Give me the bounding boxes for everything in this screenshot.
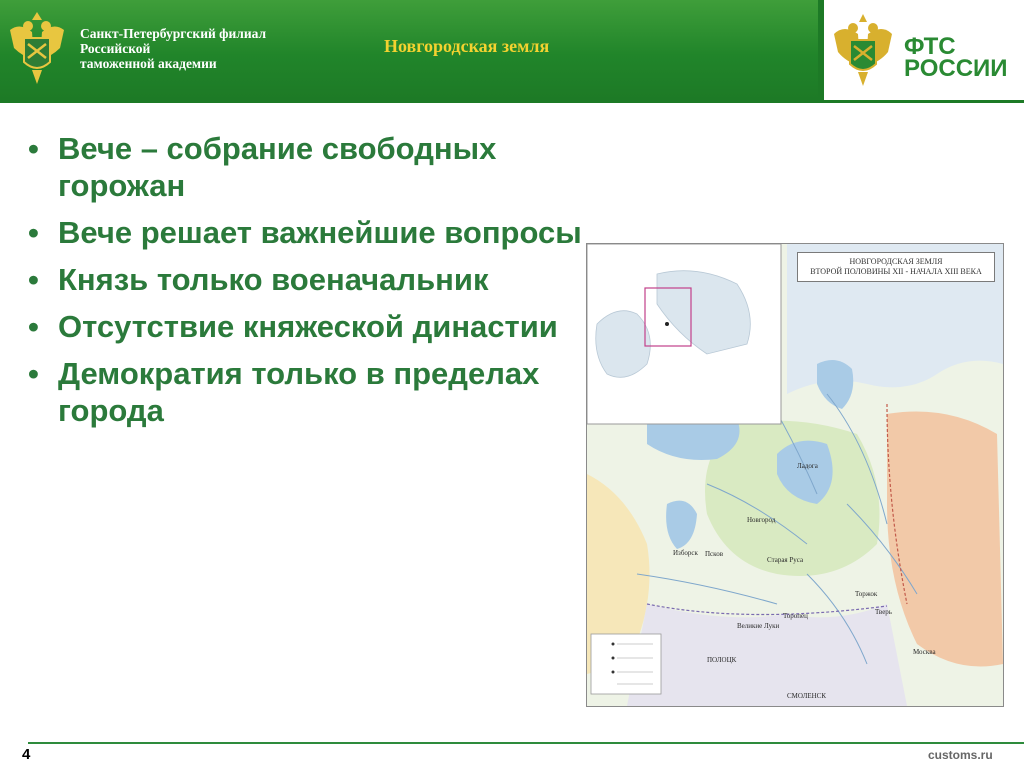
bullet-icon: • bbox=[28, 215, 39, 250]
map-city-label: Ладога bbox=[797, 462, 818, 470]
academy-name-line: таможенной академии bbox=[80, 56, 217, 71]
map-city-label: Тверь bbox=[875, 608, 892, 616]
bullet-item bbox=[28, 261, 588, 298]
map-title-line: ВТОРОЙ ПОЛОВИНЫ XII - НАЧАЛА XIII ВЕКА bbox=[810, 267, 982, 276]
bullet-text: Отсутствие княжеской династии bbox=[58, 309, 558, 344]
bullet-item bbox=[28, 308, 588, 345]
fts-emblem-icon bbox=[832, 12, 894, 90]
bullet-item bbox=[28, 214, 588, 251]
academy-name-line: Санкт-Петербургский филиал bbox=[80, 26, 267, 41]
academy-name-line: Российской bbox=[80, 41, 151, 56]
map-city-label: Новгород bbox=[747, 516, 776, 524]
footer-divider bbox=[28, 742, 1024, 744]
map-city-label: ПОЛОЦК bbox=[707, 656, 737, 664]
page-number: 4 bbox=[22, 746, 31, 763]
bullet-text: Князь только военачальник bbox=[58, 262, 489, 297]
map-city-label: Торопец bbox=[783, 612, 808, 620]
bullet-icon: • bbox=[28, 356, 39, 391]
map-image bbox=[587, 244, 1003, 706]
bullet-text: Вече решает важнейшие вопросы bbox=[58, 215, 582, 250]
map-city-label: СМОЛЕНСК bbox=[787, 692, 827, 700]
bullet-item bbox=[28, 355, 588, 429]
bullet-text: Вече – собрание свободных горожан bbox=[58, 131, 497, 203]
site-url: customs.ru bbox=[928, 748, 993, 762]
fts-russia-brand bbox=[904, 33, 1008, 82]
bullet-icon: • bbox=[28, 262, 39, 297]
bullet-icon: • bbox=[28, 131, 39, 166]
map-city-label: Старая Руса bbox=[767, 556, 804, 564]
customs-academy-emblem-icon bbox=[6, 8, 68, 88]
bullet-item bbox=[28, 130, 588, 204]
map-city-label: Москва bbox=[913, 648, 936, 656]
map-city-label: Великие Луки bbox=[737, 622, 780, 630]
map-city-label: Торжок bbox=[855, 590, 878, 598]
map-title-line: НОВГОРОДСКАЯ ЗЕМЛЯ bbox=[849, 257, 943, 266]
slide-topic: Новгородская земля bbox=[384, 36, 550, 56]
academy-name bbox=[80, 26, 340, 71]
bullet-list bbox=[28, 130, 588, 439]
header-divider bbox=[0, 100, 1024, 103]
brand-line: ФТС bbox=[904, 33, 956, 60]
slide-header bbox=[0, 0, 1024, 100]
header-band-edge bbox=[818, 0, 824, 100]
bullet-text: Демократия только в пределах города bbox=[58, 356, 540, 428]
bullet-icon: • bbox=[28, 309, 39, 344]
map-city-label: Псков bbox=[705, 550, 724, 558]
map-city-label: Изборск bbox=[673, 549, 698, 557]
historical-map bbox=[586, 243, 1004, 707]
map-title bbox=[797, 252, 995, 282]
brand-line: РОССИИ bbox=[904, 55, 1008, 82]
